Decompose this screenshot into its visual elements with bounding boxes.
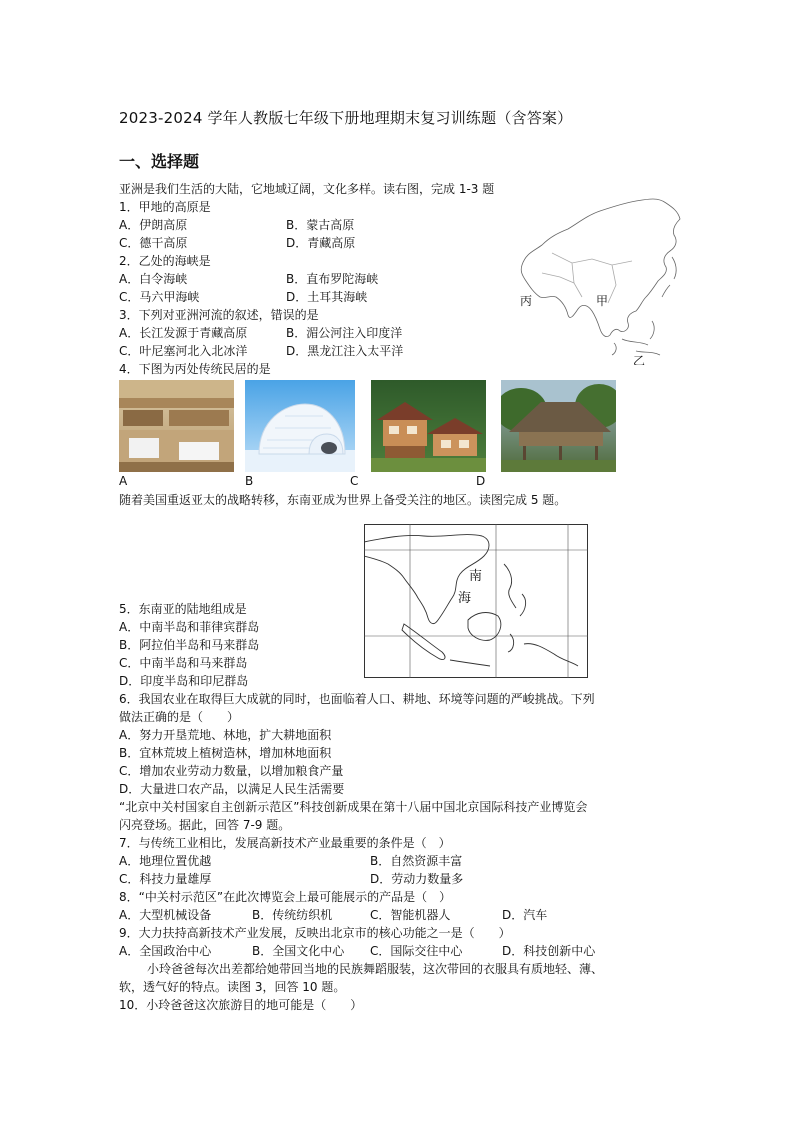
q3-option-c: C．叶尼塞河北入北冰洋	[119, 344, 248, 358]
q6-option-a: A．努力开垦荒地、林地，扩大耕地面积	[119, 728, 332, 742]
q1-option-d: D．青藏高原	[286, 236, 356, 250]
q1-option-a: A．伊朗高原	[119, 218, 188, 232]
photo-label-b: B	[245, 474, 254, 488]
intro-costume-line2: 软，透气好的特点。读图 3，回答 10 题。	[119, 980, 346, 994]
map-label-bing: 丙	[520, 294, 533, 308]
q7-stem: 7．与传统工业相比，发展高新技术产业最重要的条件是（ ）	[119, 836, 451, 850]
q6-option-d: D．大量进口农产品，以满足人民生活需要	[119, 782, 345, 796]
q8-option-b: B．传统纺织机	[252, 908, 333, 922]
map-label-nan: 南	[469, 569, 483, 584]
q8-option-a: A．大型机械设备	[119, 908, 212, 922]
page-title: 2023-2024 学年人教版七年级下册地理期末复习训练题（含答案）	[119, 109, 573, 127]
q2-option-c: C．马六甲海峡	[119, 290, 200, 304]
q9-option-c: C．国际交往中心	[370, 944, 463, 958]
q3-option-b: B．湄公河注入印度洋	[286, 326, 403, 340]
q3-option-a: A．长江发源于青藏高原	[119, 326, 248, 340]
q6-option-c: C．增加农业劳动力数量，以增加粮食产量	[119, 764, 344, 778]
q5-option-d: D．印度半岛和印尼群岛	[119, 674, 249, 688]
q3-stem: 3．下列对亚洲河流的叙述，错误的是	[119, 308, 319, 322]
q1-option-b: B．蒙古高原	[286, 218, 355, 232]
q5-stem: 5．东南亚的陆地组成是	[119, 602, 247, 616]
q9-option-d: D．科技创新中心	[502, 944, 596, 958]
q2-option-b: B．直布罗陀海峡	[286, 272, 379, 286]
q1-option-c: C．德干高原	[119, 236, 188, 250]
q1-stem: 1．甲地的高原是	[119, 200, 211, 214]
q5-option-b: B．阿拉伯半岛和马来群岛	[119, 638, 260, 652]
q7-option-c: C．科技力量雄厚	[119, 872, 212, 886]
intro-zhongguancun-line2: 闪亮登场。据此，回答 7-9 题。	[119, 818, 291, 832]
dwelling-photo-c	[371, 380, 486, 472]
section-heading: 一、选择题	[119, 152, 200, 171]
q6-stem-line2: 做法正确的是（ ）	[119, 710, 240, 724]
q2-stem: 2．乙处的海峡是	[119, 254, 211, 268]
map-label-hai: 海	[458, 591, 472, 606]
q5-option-c: C．中南半岛和马来群岛	[119, 656, 248, 670]
dwelling-photo-a	[119, 380, 234, 472]
q9-option-a: A．全国政治中心	[119, 944, 212, 958]
q9-option-b: B．全国文化中心	[252, 944, 345, 958]
photo-label-a: A	[119, 474, 128, 488]
intro-costume-line1: 小玲爸爸每次出差都给她带回当地的民族舞蹈服装，这次带回的衣服具有质地轻、薄、	[147, 962, 604, 976]
q2-option-d: D．土耳其海峡	[286, 290, 368, 304]
map-label-jia: 甲	[596, 294, 609, 308]
country-borders	[542, 253, 632, 303]
q9-stem: 9．大力扶持高新技术产业发展，反映出北京市的核心功能之一是（ ）	[119, 926, 511, 940]
q7-option-b: B．自然资源丰富	[370, 854, 463, 868]
dwelling-photo-d	[501, 380, 616, 472]
q8-stem: 8．“中关村示范区”在此次博览会上最可能展示的产品是（ ）	[119, 890, 452, 904]
intro-zhongguancun-line1: “北京中关村国家自主创新示范区”科技创新成果在第十八届中国北京国际科技产业博览会	[119, 800, 588, 814]
q5-option-a: A．中南半岛和菲律宾群岛	[119, 620, 260, 634]
intro-southeast-asia: 随着美国重返亚太的战略转移，东南亚成为世界上备受关注的地区。读图完成 5 题。	[119, 493, 567, 507]
q2-option-a: A．白令海峡	[119, 272, 188, 286]
southeast-asia-map	[364, 524, 588, 678]
q7-option-d: D．劳动力数量多	[370, 872, 464, 886]
q3-option-d: D．黑龙江注入太平洋	[286, 344, 404, 358]
q6-stem-line1: 6．我国农业在取得巨大成就的同时，也面临着人口、耕地、环境等问题的严峻挑战。下列	[119, 692, 595, 706]
archipelago-outline	[612, 321, 660, 355]
asia-outline	[521, 199, 680, 337]
q10-stem: 10．小玲爸爸这次旅游目的地可能是（ ）	[119, 998, 363, 1012]
map-label-yi: 乙	[633, 354, 646, 365]
q6-option-b: B．宜林荒坡上植树造林，增加林地面积	[119, 746, 332, 760]
photo-label-c: C	[350, 474, 359, 488]
asia-map	[512, 193, 690, 365]
intro-asia: 亚洲是我们生活的大陆，它地域辽阔，文化多样。读右图，完成 1-3 题	[119, 182, 495, 196]
q4-stem: 4．下图为丙处传统民居的是	[119, 362, 271, 376]
q7-option-a: A．地理位置优越	[119, 854, 212, 868]
photo-label-d: D	[476, 474, 486, 488]
dwelling-photo-b	[245, 380, 355, 472]
q8-option-c: C．智能机器人	[370, 908, 451, 922]
q8-option-d: D．汽车	[502, 908, 548, 922]
